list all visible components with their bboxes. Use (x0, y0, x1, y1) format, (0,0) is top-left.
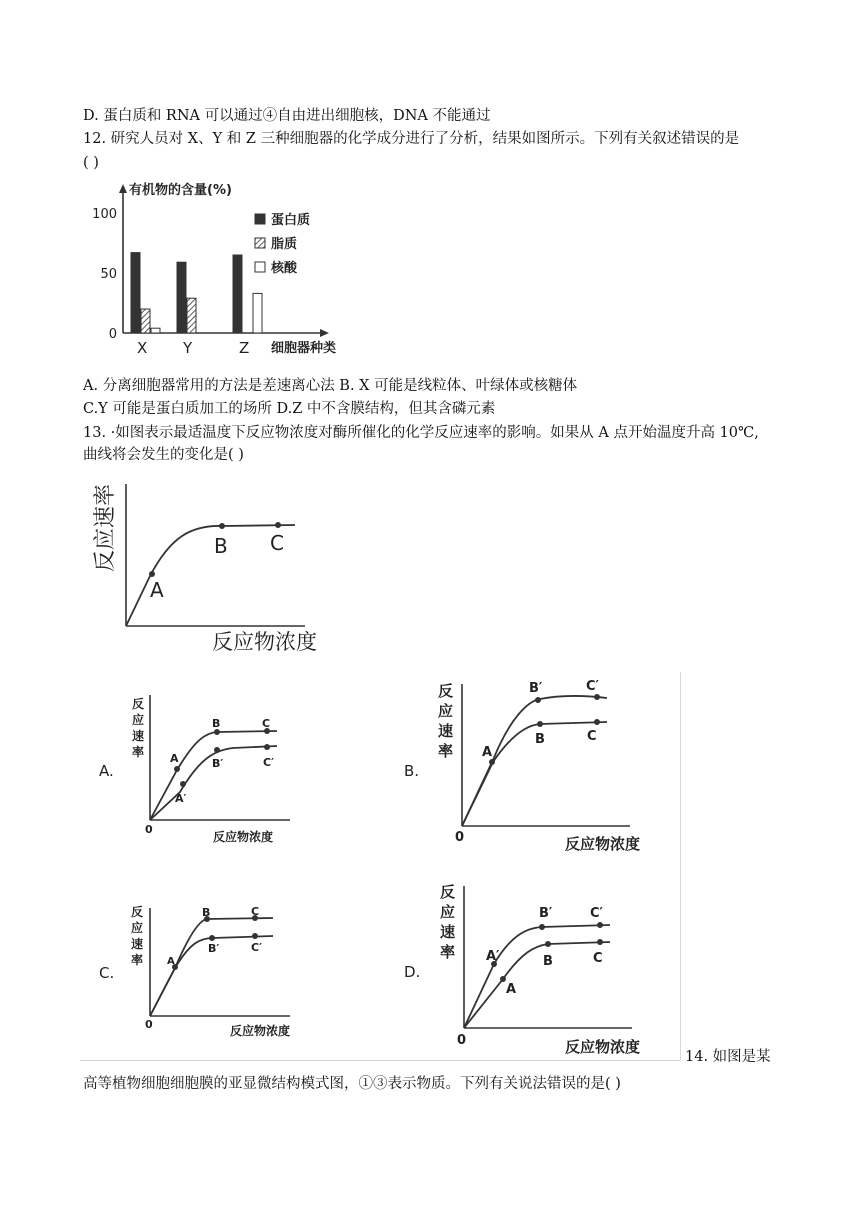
option-letter: C. (99, 964, 115, 982)
svg-text:C′: C′ (590, 906, 603, 921)
legend-label: 核酸 (271, 261, 298, 276)
svg-text:B′: B′ (212, 757, 224, 770)
svg-text:C: C (593, 951, 603, 966)
point-b (219, 523, 225, 529)
svg-text:0: 0 (457, 1033, 467, 1048)
svg-text:反应物浓度: 反应物浓度 (565, 1038, 641, 1056)
svg-text:B′: B′ (539, 906, 553, 921)
option-letter: D. (404, 963, 421, 981)
category-label: X (137, 339, 148, 357)
option-b-graph (400, 676, 650, 851)
bar (253, 293, 262, 333)
legend-label: 脂质 (271, 237, 298, 252)
svg-text:C′: C′ (586, 679, 599, 694)
svg-text:A′: A′ (175, 792, 187, 805)
svg-text:B: B (543, 954, 553, 969)
svg-text:反应物浓度: 反应物浓度 (213, 830, 274, 844)
q12-options-ab: A. 分离细胞器常用的方法是差速离心法 B. X 可能是线粒体、叶绿体或核糖体 (83, 378, 578, 394)
q14-stem-start: 14. 如图是某 (685, 1049, 771, 1065)
q12-bar-chart (92, 178, 365, 358)
y-axis-arrow (119, 184, 127, 193)
svg-text:反应速率: 反应速率 (438, 682, 454, 760)
q13-main-graph (90, 480, 350, 660)
bar (177, 262, 186, 333)
svg-text:A: A (170, 752, 179, 765)
svg-text:反应物浓度: 反应物浓度 (230, 1024, 291, 1038)
svg-text:B: B (212, 717, 221, 730)
x-axis-label: 反应物浓度 (212, 630, 317, 654)
chart-title: 有机物的含量(%) (129, 183, 232, 198)
y-tick-label: 0 (108, 327, 117, 342)
svg-text:反应速率: 反应速率 (440, 883, 456, 961)
svg-text:反应物浓度: 反应物浓度 (565, 835, 641, 853)
y-axis-label: 反应速率 (93, 483, 118, 572)
bar (187, 298, 196, 333)
y-tick-label: 100 (92, 207, 117, 222)
x-axis-label: 细胞器种类 (271, 341, 337, 356)
bar (141, 309, 150, 333)
category-label: Y (183, 339, 193, 357)
q11-option-d: D. 蛋白质和 RNA 可以通过④自由进出细胞核，DNA 不能通过 (83, 108, 491, 124)
q12-answer-paren: ( ) (83, 155, 99, 171)
legend-swatch (255, 262, 265, 272)
label-a: A (150, 578, 164, 602)
q13-stem-cont: 曲线将会发生的变化是( ) (83, 447, 244, 463)
svg-text:B′: B′ (529, 681, 543, 696)
svg-text:反应速率: 反应速率 (131, 905, 144, 967)
bar (131, 253, 140, 333)
point-a (149, 571, 155, 577)
bar (151, 328, 160, 333)
y-tick-label: 50 (100, 267, 117, 282)
category-label: Z (239, 339, 250, 357)
option-d-graph (400, 882, 650, 1057)
svg-text:A′: A′ (486, 949, 500, 964)
q14-stem: 高等植物细胞细胞膜的亚显微结构模式图，①③表示物质。下列有关说法错误的是( ) (83, 1076, 621, 1092)
option-a-graph (95, 690, 295, 850)
svg-text:A: A (482, 745, 493, 760)
q12-options-cd: C.Y 可能是蛋白质加工的场所 D.Z 中不含膜结构，但其含磷元素 (83, 401, 496, 417)
scan-border-right (680, 672, 681, 1060)
q12-stem: 12. 研究人员对 X、Y 和 Z 三种细胞器的化学成分进行了分析，结果如图所示。下列有关叙述错误的是 (83, 131, 740, 147)
option-c-graph (95, 898, 295, 1038)
svg-text:C′: C′ (251, 941, 262, 954)
q13-stem: 13. ·如图表示最适温度下反应物浓度对酶所催化的化学反应速率的影响。如果从 A 点开始温度升高 10℃, (83, 425, 759, 441)
svg-text:C: C (251, 905, 260, 918)
point-c (275, 522, 281, 528)
svg-text:0: 0 (145, 1018, 153, 1031)
y-axis-label: 反应速率 (132, 697, 145, 759)
svg-text:C: C (262, 717, 271, 730)
svg-text:0: 0 (145, 823, 153, 836)
option-letter: B. (404, 762, 420, 780)
x-axis-arrow (320, 329, 329, 337)
legend-swatch (255, 238, 265, 248)
label-b: B (214, 534, 228, 558)
svg-text:B: B (202, 906, 211, 919)
legend-swatch (255, 214, 265, 224)
svg-text:A: A (506, 982, 517, 997)
upper-curve (150, 731, 277, 820)
label-c: C (270, 531, 284, 555)
svg-text:0: 0 (455, 830, 465, 845)
legend-label: 蛋白质 (271, 213, 311, 228)
svg-text:B: B (535, 732, 545, 747)
svg-text:C′: C′ (263, 756, 274, 769)
svg-text:B′: B′ (208, 942, 220, 955)
option-letter: A. (99, 762, 114, 780)
scan-border-bottom (80, 1060, 680, 1061)
svg-text:A: A (167, 956, 175, 967)
bar (233, 255, 242, 333)
svg-text:C: C (587, 729, 597, 744)
